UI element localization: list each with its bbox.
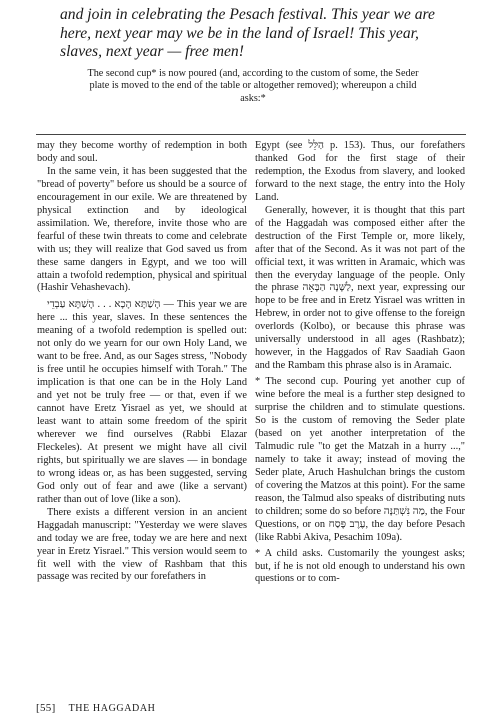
- instruction-note: The second cup* is now poured (and, according to the custom of some, the Seder plate is moved to the end of the table or altogether removed); whereupon a child asks:*: [87, 67, 419, 104]
- haggadah-passage: and join in celebrating the Pesach festival. This year we are here, next year may we be in the land of Israel! This year, slaves, next year — free men!: [60, 6, 435, 60]
- divider-rule: [36, 134, 466, 135]
- left-paragraph-3: הָשַׁתָּא הָכָא . . . הָשַׁתָּא עַבְדֵי — This year we are here ... this year, slaves. In these sentences the meaning of a twofold redemption is spelled out: not only do we yearn for our own Holy Land, we want to be free. And, as our Sages stress, "Nobody is free until he occupies himself with Torah." The implication is that one can be in the Holy Land and yet not be truly free — or that, even if we cannot have Eretz Yisrael as yet, we should at least want to attain some freedom of the spirit wherever we find ourselves (Rabbi Elazar Fleckeles). At present we might have all civil rights, but spiritually we are slaves — in bondage to wrong ideas or, as has been suggested, serving God only out of fear and awe (like a servant) rather than out of love (like a son).: [37, 299, 247, 505]
- running-title: THE HAGGADAH: [68, 703, 156, 714]
- left-paragraph-2: In the same vein, it has been suggested that the "bread of poverty" before us should be a source of encouragement in our exile. We are threatened by physical extinction and by ideological assimilation. We, therefore, invite those who are fearful of these twin threats to come and celebrate with us; they will realize that God saved us from these same dangers in Egypt, and we too will attain a twofold redemption, physical and spiritual (Hashir Vehashevach).: [37, 165, 247, 294]
- right-paragraph-1: Egypt (see הַלֵּל p. 153). Thus, our forefathers thanked God for the first stage of their redemption, the Exodus from slavery, and looked forward to the next stage, the entry into the Holy Land.: [255, 140, 465, 203]
- right-paragraph-2: Generally, however, it is thought that this part of the Haggadah was composed either after the destruction of the First Temple or, more likely, after that of the Second. As it was not part of the official text, it was written in Aramaic, which was then the everyday language of the people. Only the phrase לַשָּׁנָה הַבָּאָה, next year, expressing our hope to be free and in Eretz Yisrael was written in Hebrew, in order not to give offense to the foreign overlords (Kolbo), or because this phrase was universally understood in all ages (Rashbatz); however, in the Haggados of Rav Saadiah Gaon and the Rambam this phrase also is in Aramaic.: [255, 204, 465, 372]
- footnote-child-asks: * A child asks. Customarily the youngest asks; but, if he is not old enough to understand his own questions or to com-: [255, 547, 465, 585]
- left-column: [37, 140, 247, 584]
- left-paragraph-1: may they become worthy of redemption in both body and soul.: [37, 140, 247, 164]
- page-footer: [36, 702, 466, 714]
- header-block: [58, 6, 448, 105]
- footnote-second-cup: * The second cup. Pouring yet another cup of wine before the meal is a further step designed to surprise the children and to stimulate questions. So is the custom of removing the Seder plate (based on yet another interpretation of the Talmudic rule "to get the Matzah in a hurry ...," namely to take it away; instead of moving the Seder plate, Aruch Hashulchan brings the custom of covering the Matzos at this point). For the same reason, the Talmud also speaks of distributing nuts to children; some do so before מַה נִּשְׁתַּנָּה, the Four Questions, or on עֶרֶב פֶּסַח, the day before Pesach (like Rabbi Akiva, Pesachim 109a).: [255, 376, 466, 543]
- right-column: [255, 140, 465, 586]
- page-number: [55]: [36, 702, 56, 714]
- left-paragraph-4: There exists a different version in an ancient Haggadah manuscript: "Yesterday we were slaves and today we are free, today we are here and next year in Eretz Yisrael." This version would seem to fit well with the view of Rashbam that this passage was recited by our forefathers in: [37, 506, 247, 583]
